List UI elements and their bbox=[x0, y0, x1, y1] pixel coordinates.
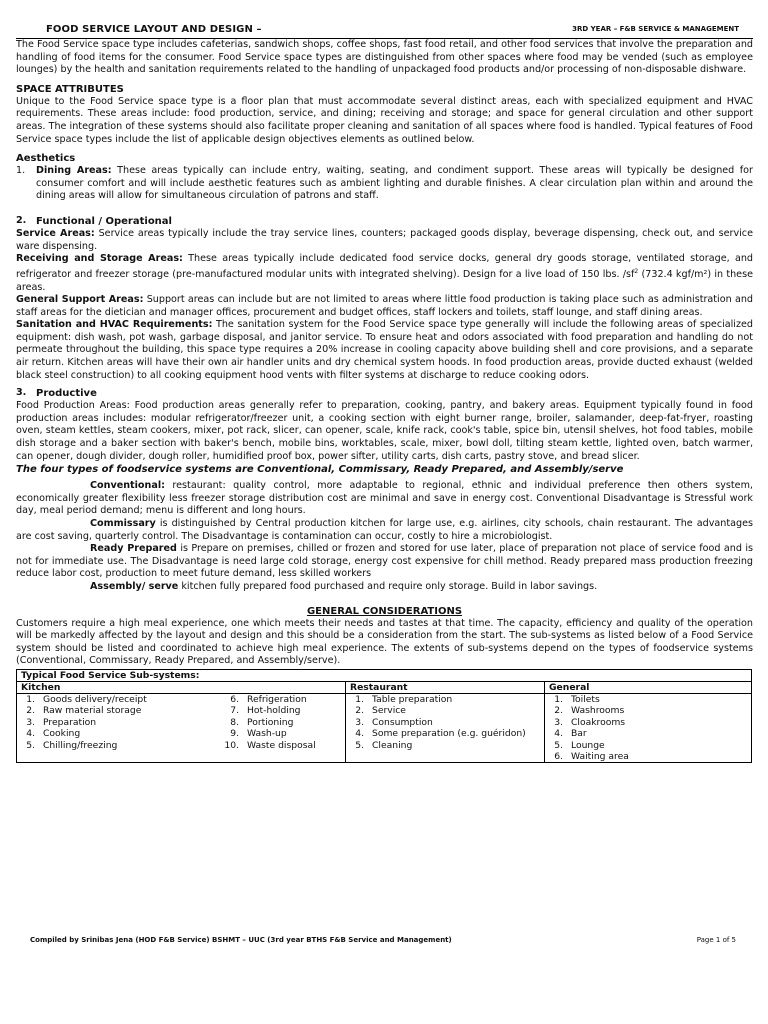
service-areas-text: Service areas typically include the tray service lines, counters; packaged goods display, beverage dispensing, check out, and service ware dispensing. bbox=[16, 227, 753, 252]
list-item: Waste disposal bbox=[247, 739, 316, 751]
compiled-by-text: Compiled by Srinibas Jena (HOD F&B Service) BSHMT – UUC (3rd year BTHS F&B Service and Management) bbox=[30, 936, 452, 944]
service-areas-paragraph bbox=[16, 228, 753, 253]
item-number: 1. bbox=[16, 165, 26, 177]
table-title: Typical Food Service Sub-systems: bbox=[17, 669, 752, 681]
ready-prepared-label: Ready Prepared bbox=[90, 543, 177, 555]
course-label: 3RD YEAR – F&B SERVICE & MANAGEMENT bbox=[572, 25, 739, 33]
list-item-number: 7. bbox=[230, 705, 239, 717]
general-list bbox=[545, 694, 751, 762]
ready-prepared-paragraph bbox=[16, 543, 753, 581]
list-item: Chilling/freezing bbox=[43, 739, 118, 751]
list-item-number: 4. bbox=[26, 728, 35, 740]
list-item: Cooking bbox=[43, 728, 81, 740]
functional-heading-text: Functional / Operational bbox=[36, 215, 172, 227]
restaurant-list bbox=[346, 694, 544, 751]
table-body-row bbox=[17, 693, 752, 762]
commissary-text: is distinguished by Central production kitchen for large use, e.g. airlines, city schools, chain restaurant. The advantages are cost saving, quarterly control. The Disadvantage is contamination can occur, costly to hire a microbiologist. bbox=[16, 518, 753, 542]
ready-prepared-text: is Prepare on premises, chilled or frozen and stored for use later, place of preparation not place of service food and is not for immediate use. The Disadvantage is need large cold storage, energy cost expensive for chill method. Ready prepared mass production freezing reduce labor cost, production to meet future demand, less skilled workers bbox=[16, 543, 753, 580]
restaurant-cell bbox=[346, 693, 545, 762]
assembly-text: kitchen fully prepared food purchased and require only storage. Build in labor savings. bbox=[178, 580, 598, 592]
superscript: 2 bbox=[634, 267, 639, 275]
list-item-number: 1. bbox=[26, 693, 35, 705]
list-item-number: 2. bbox=[355, 705, 364, 717]
productive-heading bbox=[16, 387, 753, 400]
list-item-number: 6. bbox=[230, 693, 239, 705]
assembly-label: Assembly/ serve bbox=[90, 580, 179, 592]
dining-areas-text: These areas typically can include entry, waiting, seating, and condiment support. These areas will typically be designed for consumer comfort and will include aesthetic features such as ambient lighting and durable finishes. A clear circulation plan within and around the dining areas will allow for simultaneous circulation of patrons and staff. bbox=[36, 165, 753, 202]
list-item-number: 3. bbox=[26, 716, 35, 728]
list-item: Lounge bbox=[571, 739, 605, 751]
list-item-number: 1. bbox=[355, 693, 364, 705]
restaurant-column-header: Restaurant bbox=[346, 681, 545, 693]
general-considerations-paragraph: Customers require a high meal experience, one which meets their needs and tastes at that time. The capacity, efficiency and quality of the operation will be markedly affected by the layout and design and this should be a consideration from the start. The sub-systems as listed below of a Food Service system should be listed and coordinated to achieve high meal experience. The extents of sub-systems depend on the types of foodservice systems (Conventional, Commissary, Ready Prepared, and Assembly/serve). bbox=[16, 617, 753, 667]
four-types-heading: The four types of foodservice systems are Conventional, Commissary, Ready Prepared, and Assembly/serve bbox=[16, 464, 624, 476]
list-item-number: 3. bbox=[355, 716, 364, 728]
list-item: Some preparation (e.g. guéridon) bbox=[372, 728, 526, 740]
list-item: Washrooms bbox=[571, 705, 625, 717]
list-item-number: 4. bbox=[554, 728, 563, 740]
service-areas-label: Service Areas: bbox=[16, 227, 95, 239]
list-item: Table preparation bbox=[372, 693, 453, 705]
general-cell bbox=[545, 693, 752, 762]
page-header bbox=[16, 24, 753, 39]
sanitation-paragraph bbox=[16, 319, 753, 382]
intro-paragraph: The Food Service space type includes cafeterias, sandwich shops, coffee shops, fast food retail, and other food services that involve the preparation and handling of food items for the consumer. Food Service space types are distinguished from other spaces where food may be vended (such as employee lounges) by the health and sanitation requirements related to the handling of unpackaged food products and/or processing of non-disposable dishware. bbox=[16, 39, 753, 76]
receiving-label: Receiving and Storage Areas: bbox=[16, 253, 183, 265]
list-item: Bar bbox=[571, 728, 587, 740]
document-page bbox=[16, 24, 753, 763]
dining-areas-label: Dining Areas: bbox=[36, 165, 112, 177]
list-item-number: 1. bbox=[554, 693, 563, 705]
page-footer bbox=[30, 936, 736, 944]
list-item: Consumption bbox=[372, 716, 433, 728]
list-item: Wash-up bbox=[247, 728, 287, 740]
list-item-number: 3. bbox=[554, 716, 563, 728]
kitchen-list-b bbox=[217, 694, 345, 751]
table-header-row bbox=[17, 681, 752, 693]
item-number: 3. bbox=[16, 387, 27, 399]
list-item-number: 2. bbox=[554, 705, 563, 717]
commissary-paragraph bbox=[16, 518, 753, 543]
kitchen-cell bbox=[17, 693, 346, 762]
list-item: Goods delivery/receipt bbox=[43, 693, 147, 705]
conventional-paragraph bbox=[16, 480, 753, 518]
list-item: Toilets bbox=[571, 693, 600, 705]
kitchen-list-a bbox=[17, 694, 217, 751]
list-item: Raw material storage bbox=[43, 705, 142, 717]
space-attributes-paragraph: Unique to the Food Service space type is a floor plan that must accommodate several distinct areas, each with specialized equipment and HVAC requirements. These areas include: food production, service, and dining; receiving and storage; and space for general circulation and other support areas. The integration of these systems should also facilitate proper cleaning and sanitation of all spaces where food is handled. Typical features of Food Service space types include the list of applicable design objectives elements as outlined below. bbox=[16, 95, 753, 145]
conventional-label: Conventional: bbox=[90, 480, 165, 492]
productive-heading-text: Productive bbox=[36, 388, 97, 400]
conventional-text: restaurant: quality control, more adaptable to regional, ethnic and individual preference then others system, economically greater flexibility less freezer storage distribution cost are minimal and save in energy cost. Conventional Disadvantage is Stressful work day, meal period demand; menu is different and long hours. bbox=[16, 480, 753, 517]
list-item: Hot-holding bbox=[247, 705, 301, 717]
kitchen-column-header: Kitchen bbox=[17, 681, 346, 693]
list-item-number: 9. bbox=[230, 728, 239, 740]
list-item-number: 2. bbox=[26, 705, 35, 717]
support-paragraph bbox=[16, 294, 753, 319]
receiving-tail: (732.4 kgf/m²) in these areas. bbox=[16, 268, 753, 293]
list-item: Cleaning bbox=[372, 739, 413, 751]
general-column-header: General bbox=[545, 681, 752, 693]
assembly-paragraph bbox=[16, 581, 753, 594]
sanitation-text: The sanitation system for the Food Service space type generally will include the following areas of specialized equipment: dish wash, pot wash, garbage disposal, and janitor service. To ensure heat and odors associated with food preparation and handling do not permeate throughout the building, this space type requires a 20% increase in cooling capacity above building shell and core provisions, and a separate air return. Kitchen areas will have their own air handler units and dry chemical system hoods. In food production areas, provide ducted exhaust (welded black steel construction) to all cooking equipment hood vents with filter systems at discharge to reduce cooking odors. bbox=[16, 319, 753, 381]
space-attributes-heading: SPACE ATTRIBUTES bbox=[16, 83, 124, 95]
list-item: Preparation bbox=[43, 716, 97, 728]
support-text: Support areas can include but are not limited to areas where little food production is taking place such as administration and staff areas for the dietician and manager offices, procurement and budget offices, staff lockers and toilets, staff lounge, and staff dining areas. bbox=[16, 294, 753, 318]
list-item-number: 5. bbox=[554, 739, 563, 751]
support-label: General Support Areas: bbox=[16, 294, 144, 306]
receiving-text: These areas typically include dedicated food service docks, general dry goods storage, ventilated storage, and refrigerator and freezer storage (pre-manufactured modular units with integrated shelving). Design for a live load of 150 lbs. /sf bbox=[16, 253, 753, 280]
functional-heading bbox=[16, 215, 753, 228]
aesthetics-heading: Aesthetics bbox=[16, 153, 76, 165]
receiving-paragraph bbox=[16, 253, 753, 294]
productive-paragraph: Food Production Areas: Food production areas generally refer to preparation, cooking, pantry, and bakery areas. Equipment typically found in food production areas includes: modular refrigerator/freezer unit, a cooking section with eight burner range, broiler, salamander, deep-fat-fryer, roasting oven, steam kettles, steam cookers, mixer, pot rack, slicer, can opener, scale, knife rack, cook's table, spice bin, utensil shelves, hot food tables, mobile dish storage and a baker section with baker's bench, mobile bins, worktables, scale, mixer, bowl doll, tilting steam kettle, lighted oven, batch warmer, can opener, dough divider, dough roller, humidified proof box, power sifter, utility carts, dish carts, pastry stove, and bread slicer. bbox=[16, 400, 753, 462]
page-number: Page 1 of 5 bbox=[696, 936, 736, 944]
table-title-row bbox=[17, 669, 752, 681]
commissary-label: Commissary bbox=[90, 518, 156, 529]
list-item-number: 5. bbox=[26, 739, 35, 751]
list-item: Refrigeration bbox=[247, 693, 307, 705]
list-item-number: 10. bbox=[224, 739, 239, 751]
general-considerations-heading: GENERAL CONSIDERATIONS bbox=[306, 605, 463, 617]
list-item-number: 4. bbox=[355, 728, 364, 740]
list-item: Service bbox=[372, 705, 406, 717]
list-item-number: 8. bbox=[230, 716, 239, 728]
subsystems-table bbox=[16, 669, 752, 763]
list-item-number: 5. bbox=[355, 739, 364, 751]
list-item: Portioning bbox=[247, 716, 294, 728]
list-item: Waiting area bbox=[571, 750, 629, 762]
item-number: 2. bbox=[16, 214, 27, 226]
sanitation-label: Sanitation and HVAC Requirements: bbox=[16, 319, 213, 331]
list-item-number: 6. bbox=[554, 750, 563, 762]
list-item: Cloakrooms bbox=[571, 716, 626, 728]
dining-areas-item bbox=[16, 165, 753, 203]
document-title: FOOD SERVICE LAYOUT AND DESIGN – bbox=[46, 24, 262, 35]
